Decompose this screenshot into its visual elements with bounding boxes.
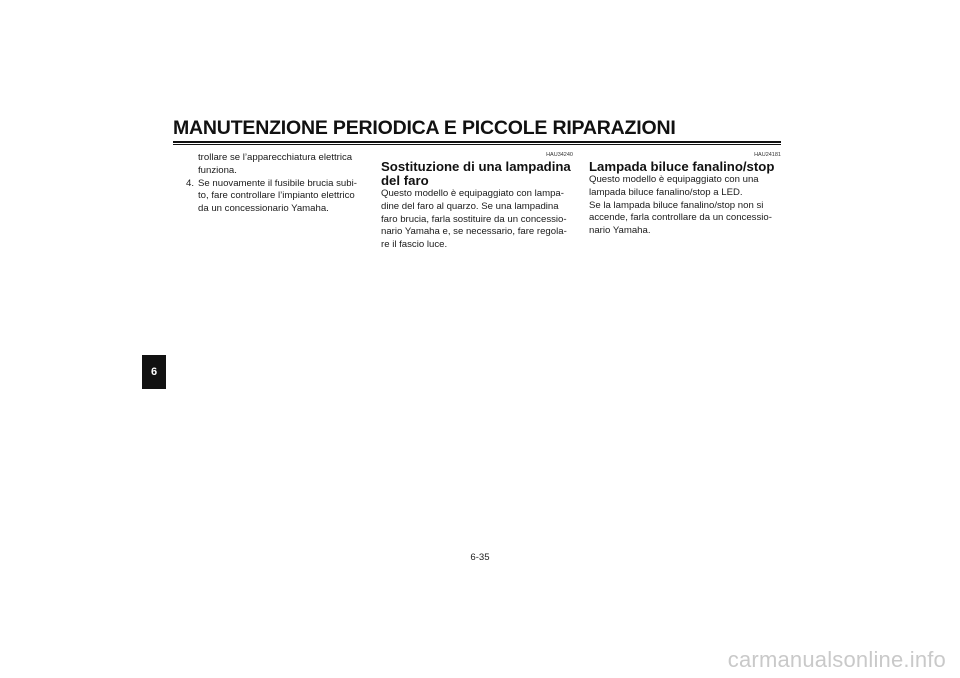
text-line: Se nuovamente il fusibile brucia subi- bbox=[198, 177, 357, 189]
list-item bbox=[173, 178, 365, 216]
text-line: nario Yamaha. bbox=[589, 225, 651, 237]
list-continuation bbox=[173, 152, 365, 178]
section-body bbox=[381, 188, 573, 252]
text-line: Questo modello è equipaggiato con una bbox=[589, 174, 759, 185]
chapter-tab: 6 bbox=[142, 355, 166, 389]
text-line: accende, farla controllare da un concessio- bbox=[589, 212, 772, 224]
text-line: to, fare controllare l’impianto elettrico bbox=[198, 190, 355, 202]
text-line: lampada biluce fanalino/stop a LED. bbox=[589, 186, 743, 198]
list-text bbox=[198, 178, 365, 216]
section-title bbox=[589, 160, 781, 174]
column-2 bbox=[381, 152, 573, 252]
page-title: MANUTENZIONE PERIODICA E PICCOLE RIPARAZIONI bbox=[173, 117, 676, 139]
column-3 bbox=[589, 152, 781, 238]
text-line: Se la lampada biluce fanalino/stop non si bbox=[589, 199, 764, 211]
text-line: funziona. bbox=[198, 164, 237, 176]
reference-code: HAU34240 bbox=[546, 152, 573, 158]
text-line: Questo modello è equipaggiato con lampa- bbox=[381, 188, 564, 199]
header-rule-thin bbox=[173, 144, 781, 145]
text-line: dine del faro al quarzo. Se una lampadina bbox=[381, 200, 559, 212]
text-line: nario Yamaha e, se necessario, fare regola- bbox=[381, 226, 567, 238]
text-line: faro brucia, farla sostituire da un concessio- bbox=[381, 213, 567, 225]
section-body bbox=[589, 174, 781, 238]
title-line: del faro bbox=[381, 173, 429, 188]
text-line: da un concessionario Yamaha. bbox=[198, 203, 329, 215]
reference-code: HAU24181 bbox=[754, 152, 781, 158]
title-line: Sostituzione di una lampadina bbox=[381, 159, 571, 174]
header-rule bbox=[173, 141, 781, 143]
column-1 bbox=[173, 152, 365, 216]
section-title bbox=[381, 160, 573, 188]
text-line: trollare se l’apparecchiatura elettrica bbox=[198, 152, 353, 163]
page-number: 6-35 bbox=[470, 552, 490, 563]
text-line: re il fascio luce. bbox=[381, 239, 448, 251]
title-line: Lampada biluce fanalino/stop bbox=[589, 159, 775, 174]
watermark: carmanualsonline.info bbox=[727, 647, 946, 672]
list-number: 4. bbox=[185, 177, 194, 189]
